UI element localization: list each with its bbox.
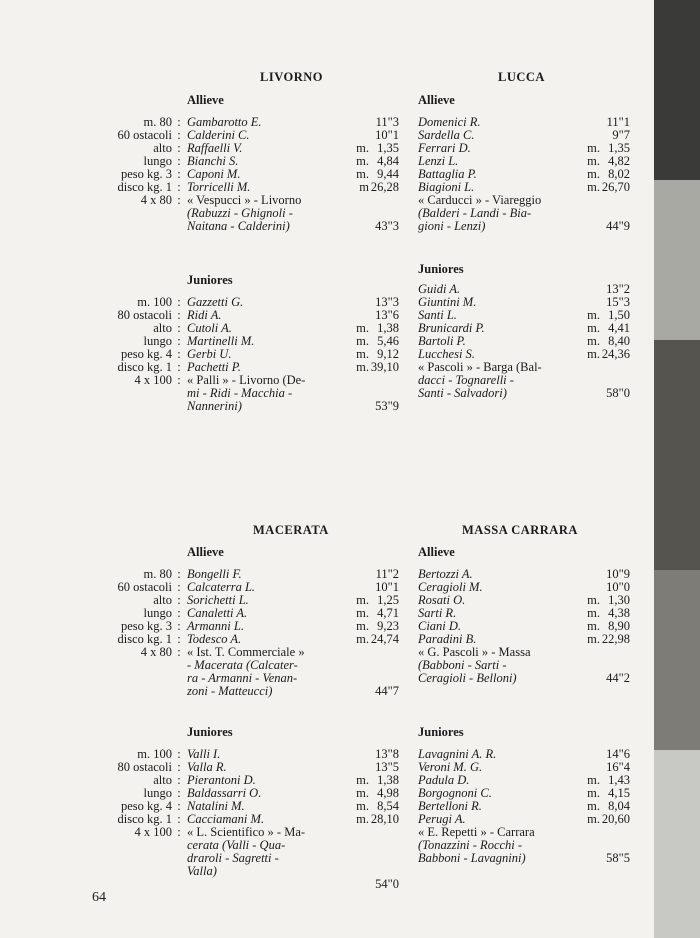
- category-heading: Allieve: [418, 93, 455, 107]
- result-row: Sardella C. 9"7: [418, 128, 630, 142]
- event-label-row: disco kg. 1 :: [117, 812, 181, 826]
- result-row: Santi L. m. 1,50: [418, 308, 630, 322]
- results-list: [418, 116, 630, 233]
- event-label-row: alto :: [153, 593, 181, 607]
- results-list: [187, 568, 399, 698]
- relay-line: « Pascoli » - Barga (Bal-: [418, 360, 542, 374]
- relay-time: 43"3: [375, 219, 399, 233]
- result-row: Todesco A. m. 24,74: [187, 632, 399, 646]
- relay-line: cerata (Valli - Qua-: [187, 838, 286, 852]
- relay-line: « L. Scientifico » - Ma-: [187, 825, 306, 839]
- results-list: [418, 568, 630, 685]
- city-heading: MASSA CARRARA: [462, 523, 578, 537]
- result-row: Giuntini M. 15"3: [418, 295, 630, 309]
- relay-line: « G. Pascoli » - Massa: [418, 645, 531, 659]
- event-label-row: 80 ostacoli :: [117, 760, 181, 774]
- category-heading: Juniores: [187, 273, 233, 287]
- result-row: Cacciamani M. m. 28,10: [187, 812, 399, 826]
- category-heading: Juniores: [187, 725, 233, 739]
- relay-line: « Carducci » - Viareggio: [418, 193, 542, 207]
- relay-line: Santi - Salvadori) 58"0: [418, 386, 630, 400]
- relay-line: [187, 878, 399, 891]
- result-row: Borgognoni C. m. 4,15: [418, 786, 630, 800]
- result-row: Lenzi L. m. 4,82: [418, 154, 630, 168]
- relay-line: « Palli » - Livorno (De-: [187, 373, 306, 387]
- result-row: Guidi A. 13"2: [418, 282, 630, 296]
- event-label-row: m. 80 :: [143, 567, 181, 581]
- result-row: Bartoli P. m. 8,40: [418, 334, 630, 348]
- relay-line: - Macerata (Calcater-: [187, 658, 298, 672]
- relay-time: 54"0: [375, 877, 399, 891]
- event-label-row: 80 ostacoli :: [117, 308, 181, 322]
- result-row: Pachetti P. m. 39,10: [187, 360, 399, 374]
- edge-photo-strip: [654, 0, 700, 938]
- result-row: Raffaelli V. m. 1,35: [187, 141, 399, 155]
- relay-line: Valla): [187, 864, 217, 878]
- category-heading: Allieve: [187, 545, 224, 559]
- event-label-row: lungo :: [143, 154, 181, 168]
- photo-band: [654, 0, 700, 180]
- category-heading: Allieve: [418, 545, 455, 559]
- event-label-row: 4 x 100 :: [134, 373, 181, 387]
- event-label-row: m. 100 :: [137, 747, 181, 761]
- photo-band: [654, 750, 700, 938]
- result-row: Cutoli A. m. 1,38: [187, 321, 399, 335]
- result-row: Gazzetti G. 13"3: [187, 295, 399, 309]
- event-label-row: 60 ostacoli :: [117, 580, 181, 594]
- result-row: Baldassarri O. m. 4,98: [187, 786, 399, 800]
- event-label-row: disco kg. 1 :: [117, 632, 181, 646]
- relay-line: « Ist. T. Commerciale »: [187, 645, 305, 659]
- event-label-row: m. 80 :: [143, 115, 181, 129]
- result-row: Paradini B. m. 22,98: [418, 632, 630, 646]
- result-row: Battaglia P. m. 8,02: [418, 167, 630, 181]
- result-row: Perugi A. m. 20,60: [418, 812, 630, 826]
- relay-line: (Balderi - Landi - Bia-: [418, 206, 532, 220]
- event-label-row: peso kg. 4 :: [120, 799, 181, 813]
- event-label-row: m. 100 :: [137, 295, 181, 309]
- category-heading: Allieve: [187, 93, 224, 107]
- result-row: Natalini M. m. 8,54: [187, 799, 399, 813]
- relay-line: Nannerini) 53"9: [187, 399, 399, 413]
- result-row: Gerbi U. m. 9,12: [187, 347, 399, 361]
- relay-time: 44"2: [606, 671, 630, 685]
- result-row: Veroni M. G. 16"4: [418, 760, 630, 774]
- relay-line: (Babboni - Sarti -: [418, 658, 507, 672]
- result-row: Calcaterra L. 10"1: [187, 580, 399, 594]
- result-row: Valli I. 13"8: [187, 747, 399, 761]
- result-row: Sarti R. m. 4,38: [418, 606, 630, 620]
- result-row: Rosati O. m. 1,30: [418, 593, 630, 607]
- event-label-row: peso kg. 4 :: [120, 347, 181, 361]
- event-label-row: alto :: [153, 321, 181, 335]
- result-row: Biagioni L. m. 26,70: [418, 180, 630, 194]
- relay-line: ra - Armanni - Venan-: [187, 671, 298, 685]
- result-row: Domenici R. 11"1: [418, 115, 630, 129]
- relay-time: 58"0: [606, 386, 630, 400]
- result-row: Bertelloni R. m. 8,04: [418, 799, 630, 813]
- result-row: Ciani D. m. 8,90: [418, 619, 630, 633]
- relay-line: (Rabuzzi - Ghignoli -: [187, 206, 293, 220]
- result-row: Bongelli F. 11"2: [187, 567, 399, 581]
- event-label-row: alto :: [153, 141, 181, 155]
- result-row: Padula D. m. 1,43: [418, 773, 630, 787]
- result-row: Valla R. 13"5: [187, 760, 399, 774]
- result-row: Caponi M. m. 9,44: [187, 167, 399, 181]
- event-label-row: lungo :: [143, 786, 181, 800]
- city-heading: MACERATA: [253, 523, 329, 537]
- results-list: [187, 748, 399, 891]
- event-label-row: 4 x 80 :: [140, 193, 181, 207]
- relay-time: 53"9: [375, 399, 399, 413]
- event-labels: [94, 116, 186, 207]
- relay-line: Naitana - Calderini) 43"3: [187, 219, 399, 233]
- results-list: [187, 116, 399, 233]
- event-label-row: disco kg. 1 :: [117, 180, 181, 194]
- event-label-row: alto :: [153, 773, 181, 787]
- results-list: [187, 296, 399, 413]
- event-labels: [94, 748, 186, 839]
- event-label-row: 4 x 100 :: [134, 825, 181, 839]
- relay-time: 58"5: [606, 851, 630, 865]
- result-row: Lucchesi S. m. 24,36: [418, 347, 630, 361]
- result-row: Ceragioli M. 10"0: [418, 580, 630, 594]
- photo-band: [654, 180, 700, 340]
- relay-line: Ceragioli - Belloni) 44"2: [418, 671, 630, 685]
- event-labels: [94, 296, 186, 387]
- category-heading: Juniores: [418, 725, 464, 739]
- result-row: Bianchi S. m. 4,84: [187, 154, 399, 168]
- result-row: Ridi A. 13"6: [187, 308, 399, 322]
- photo-band: [654, 340, 700, 570]
- result-row: Pierantoni D. m. 1,38: [187, 773, 399, 787]
- city-heading: LIVORNO: [260, 70, 323, 84]
- city-heading: LUCCA: [498, 70, 545, 84]
- relay-line: draroli - Sagretti -: [187, 851, 279, 865]
- event-label-row: lungo :: [143, 606, 181, 620]
- result-row: Calderini C. 10"1: [187, 128, 399, 142]
- result-row: Torricelli M. m 26,28: [187, 180, 399, 194]
- relay-line: gioni - Lenzi) 44"9: [418, 219, 630, 233]
- results-list: [418, 283, 630, 400]
- relay-line: zoni - Matteucci) 44"7: [187, 684, 399, 698]
- results-list: [418, 748, 630, 865]
- relay-line: (Tonazzini - Rocchi -: [418, 838, 523, 852]
- event-label-row: lungo :: [143, 334, 181, 348]
- result-row: Lavagnini A. R. 14"6: [418, 747, 630, 761]
- event-label-row: peso kg. 3 :: [120, 167, 181, 181]
- relay-line: Babboni - Lavagnini) 58"5: [418, 851, 630, 865]
- page-number: 64: [92, 890, 106, 905]
- photo-band: [654, 570, 700, 750]
- relay-time: 44"7: [375, 684, 399, 698]
- result-row: Canaletti A. m. 4,71: [187, 606, 399, 620]
- result-row: Ferrari D. m. 1,35: [418, 141, 630, 155]
- relay-line: mi - Ridi - Macchia -: [187, 386, 293, 400]
- event-label-row: peso kg. 3 :: [120, 619, 181, 633]
- relay-line: dacci - Tognarelli -: [418, 373, 514, 387]
- event-label-row: 60 ostacoli :: [117, 128, 181, 142]
- relay-time: 44"9: [606, 219, 630, 233]
- relay-line: « Vespucci » - Livorno: [187, 193, 302, 207]
- event-label-row: 4 x 80 :: [140, 645, 181, 659]
- result-row: Martinelli M. m. 5,46: [187, 334, 399, 348]
- result-row: Sorichetti L. m. 1,25: [187, 593, 399, 607]
- event-labels: [94, 568, 186, 659]
- result-row: Brunicardi P. m. 4,41: [418, 321, 630, 335]
- result-row: Gambarotto E. 11"3: [187, 115, 399, 129]
- result-row: Armanni L. m. 9,23: [187, 619, 399, 633]
- result-row: Bertozzi A. 10"9: [418, 567, 630, 581]
- relay-line: « E. Repetti » - Carrara: [418, 825, 535, 839]
- event-label-row: disco kg. 1 :: [117, 360, 181, 374]
- category-heading: Juniores: [418, 262, 464, 276]
